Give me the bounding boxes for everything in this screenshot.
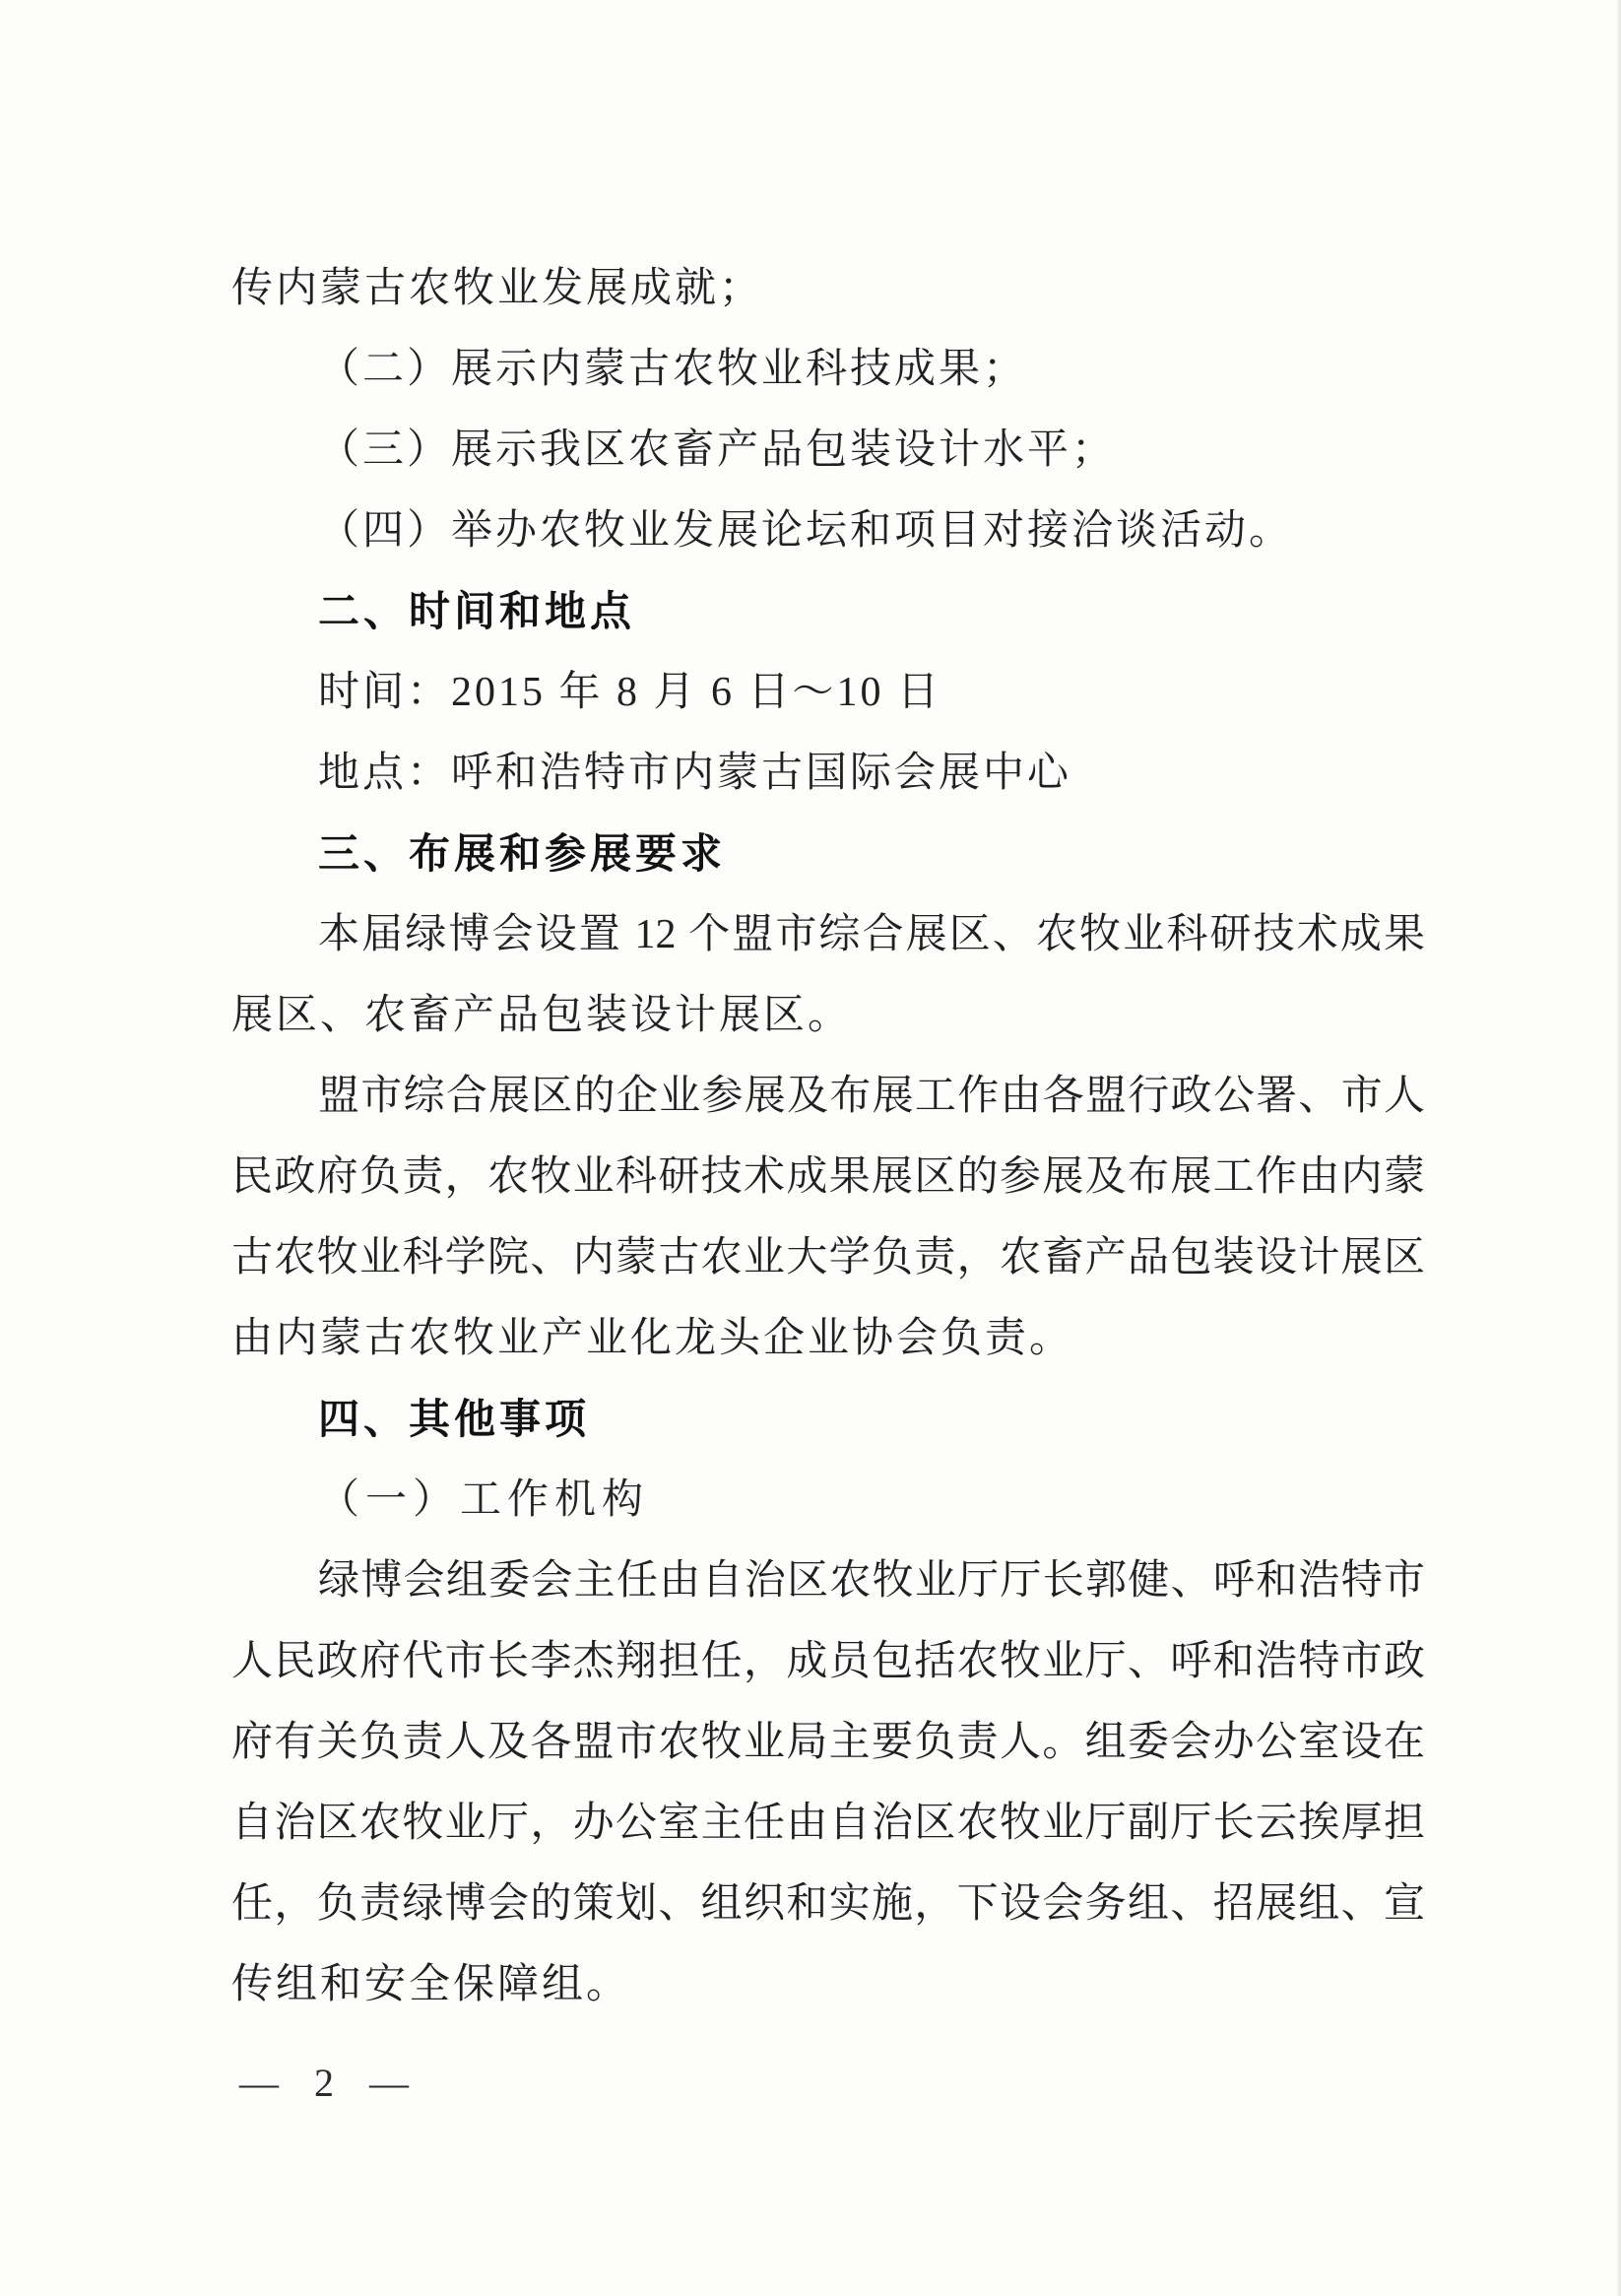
section-heading: 三、布展和参展要求 <box>318 830 727 877</box>
text-line: 盟市综合展区的企业参展及布展工作由各盟行政公署、市人 <box>318 1074 1425 1119</box>
text-line: 绿博会组委会主任由自治区农牧业厅厅长郭健、呼和浩特市 <box>318 1558 1425 1604</box>
text-line: 自治区农牧业厅，办公室主任由自治区农牧业厅副厅长云挨厚担 <box>231 1801 1425 1846</box>
page-number: — 2 — <box>239 2061 411 2105</box>
text-line: 古农牧业科学院、内蒙古农业大学负责，农畜产品包装设计展区 <box>231 1235 1425 1280</box>
text-line: （一）工作机构 <box>318 1477 650 1523</box>
text-line: 地点：呼和浩特市内蒙古国际会展中心 <box>318 751 1072 796</box>
text-line: 任，负责绿博会的策划、组织和实施，下设会务组、招展组、宣 <box>231 1881 1425 1927</box>
text-line: （四）举办农牧业发展论坛和项目对接洽谈活动。 <box>318 508 1294 554</box>
section-heading: 四、其他事项 <box>318 1396 591 1442</box>
text-line: （二）展示内蒙古农牧业科技成果； <box>318 347 1028 392</box>
text-line: 府有关负责人及各盟市农牧业局主要负责人。组委会办公室设在 <box>231 1720 1425 1765</box>
document-lines <box>231 248 1425 2025</box>
text-line: （三）展示我区农畜产品包装设计水平； <box>318 427 1117 473</box>
text-line: 本届绿博会设置 12 个盟市综合展区、农牧业科研技术成果 <box>318 912 1425 957</box>
text-line: 展区、农畜产品包装设计展区。 <box>231 993 853 1038</box>
scan-edge-shading <box>1616 0 1621 2296</box>
text-line: 传内蒙古农牧业发展成就； <box>231 266 764 311</box>
section-heading: 二、时间和地点 <box>318 588 636 634</box>
text-line: 传组和安全保障组。 <box>231 1962 631 2007</box>
text-line: 人民政府代市长李杰翔担任，成员包括农牧业厅、呼和浩特市政 <box>231 1639 1425 1684</box>
text-line: 时间：2015 年 8 月 6 日～10 日 <box>318 670 942 715</box>
text-line: 民政府负责，农牧业科研技术成果展区的参展及布展工作由内蒙 <box>231 1154 1425 1200</box>
text-line: 由内蒙古农牧业产业化龙头企业协会负责。 <box>231 1316 1074 1361</box>
